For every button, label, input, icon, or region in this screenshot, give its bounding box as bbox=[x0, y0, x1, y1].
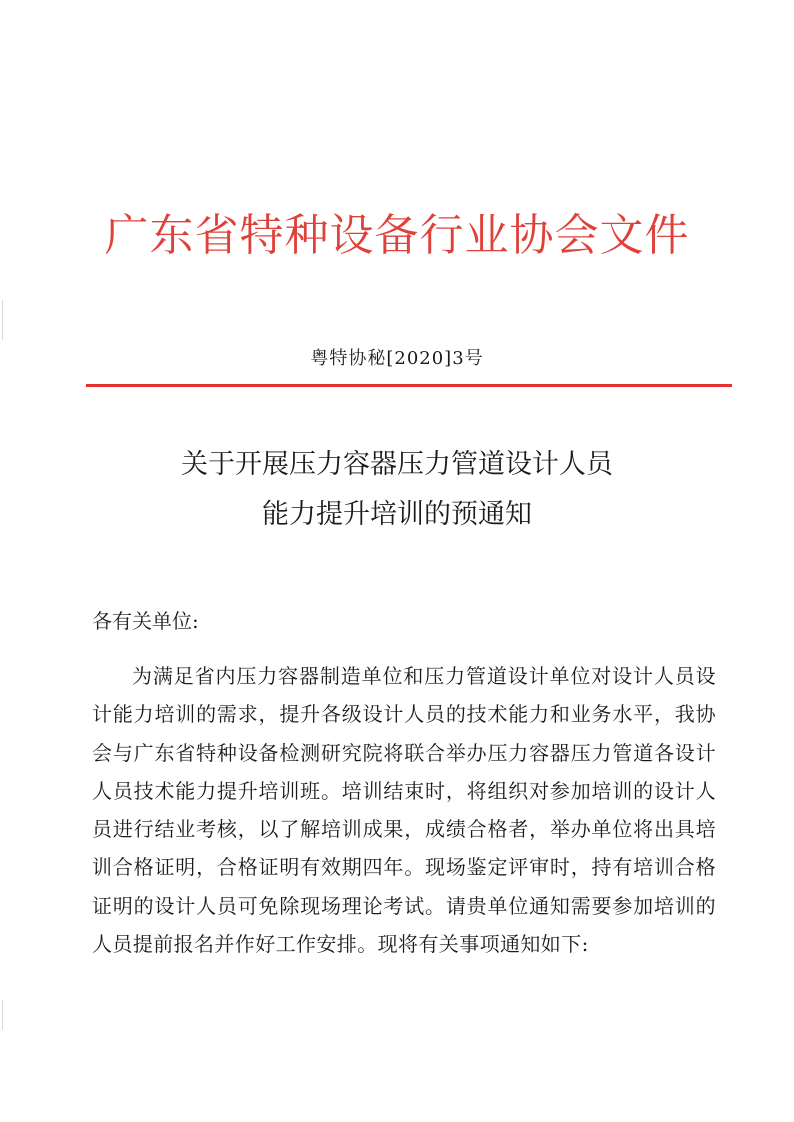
scan-edge-mark bbox=[2, 300, 3, 340]
scan-edge-mark bbox=[2, 1000, 3, 1030]
notice-title bbox=[0, 440, 794, 540]
red-divider-line bbox=[86, 384, 732, 387]
notice-title-line-1: 关于开展压力容器压力管道设计人员 bbox=[181, 449, 613, 480]
salutation: 各有关单位: bbox=[92, 609, 199, 633]
document-number: 粤特协秘[2020]3号 bbox=[310, 348, 484, 369]
notice-title-line-2: 能力提升培训的预通知 bbox=[262, 499, 532, 530]
issuing-organization-header: 广东省特种设备行业协会文件 bbox=[104, 210, 690, 261]
body-paragraph: 为满足省内压力容器制造单位和压力管道设计单位对设计人员设计能力培训的需求，提升各级设计人员的技术能力和业务水平，我协会与广东省特种设备检测研究院将联合举办压力容器压力管道各设计人员技术能力提升培训班。培训结束时，将组织对参加培训的设计人员进行结业考核，以了解培训成果，成绩合格者，举办单位将出具培训合格证明，合格证明有效期四年。现场鉴定评审时，持有培训合格证明的设计人员可免除现场理论考试。请贵单位通知需要参加培训的人员提前报名并作好工作安排。现将有关事项通知如下: bbox=[92, 664, 716, 957]
